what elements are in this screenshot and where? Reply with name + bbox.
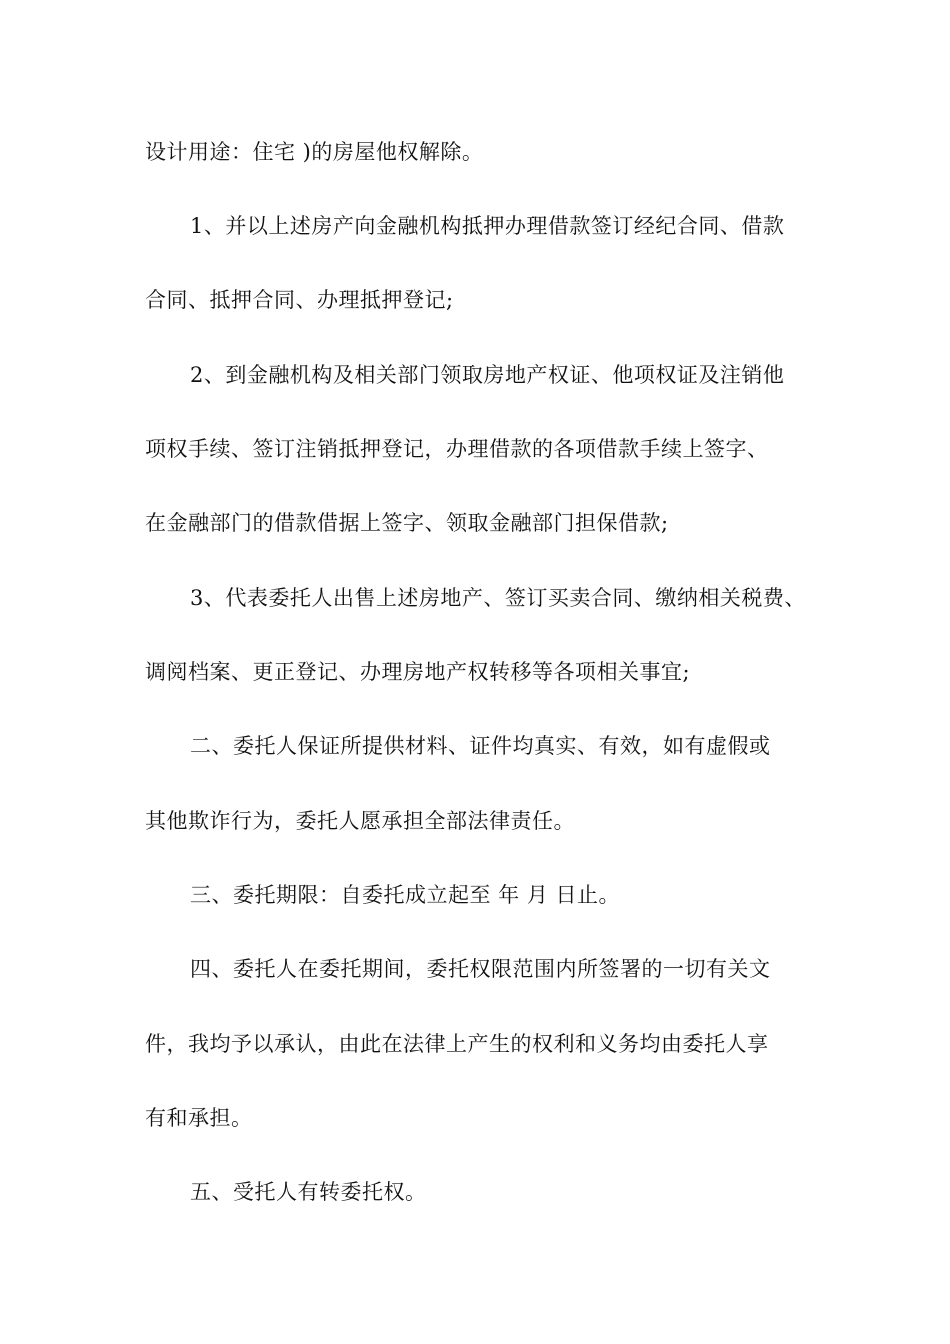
text-line-11: 三、委托期限：自委托成立起至 年 月 日止。	[190, 883, 621, 907]
text-line-5: 项权手续、签订注销抵押登记，办理借款的各项借款手续上签字、	[145, 437, 769, 461]
text-line-14: 有和承担。	[145, 1106, 253, 1130]
text-line-7: 3、代表委托人出售上述房地产、签订买卖合同、缴纳相关税费、	[190, 586, 806, 610]
text-line-9: 二、委托人保证所提供材料、证件均真实、有效，如有虚假或	[190, 734, 771, 758]
text-line-1: 设计用途：住宅 )的房屋他权解除。	[145, 140, 484, 164]
text-line-6: 在金融部门的借款借据上签字、领取金融部门担保借款;	[145, 511, 669, 535]
text-line-10: 其他欺诈行为，委托人愿承担全部法律责任。	[145, 809, 575, 833]
text-line-8: 调阅档案、更正登记、办理房地产权转移等各项相关事宜;	[145, 660, 691, 684]
text-line-3: 合同、抵押合同、办理抵押登记;	[145, 288, 454, 312]
text-line-4: 2、到金融机构及相关部门领取房地产权证、他项权证及注销他	[190, 363, 785, 387]
text-line-15: 五、受托人有转委托权。	[190, 1180, 427, 1204]
text-line-12: 四、委托人在委托期间，委托权限范围内所签署的一切有关文	[190, 957, 771, 981]
text-line-2: 1、并以上述房产向金融机构抵押办理借款签订经纪合同、借款	[190, 214, 785, 238]
text-line-13: 件，我均予以承认，由此在法律上产生的权利和义务均由委托人享	[145, 1032, 769, 1056]
